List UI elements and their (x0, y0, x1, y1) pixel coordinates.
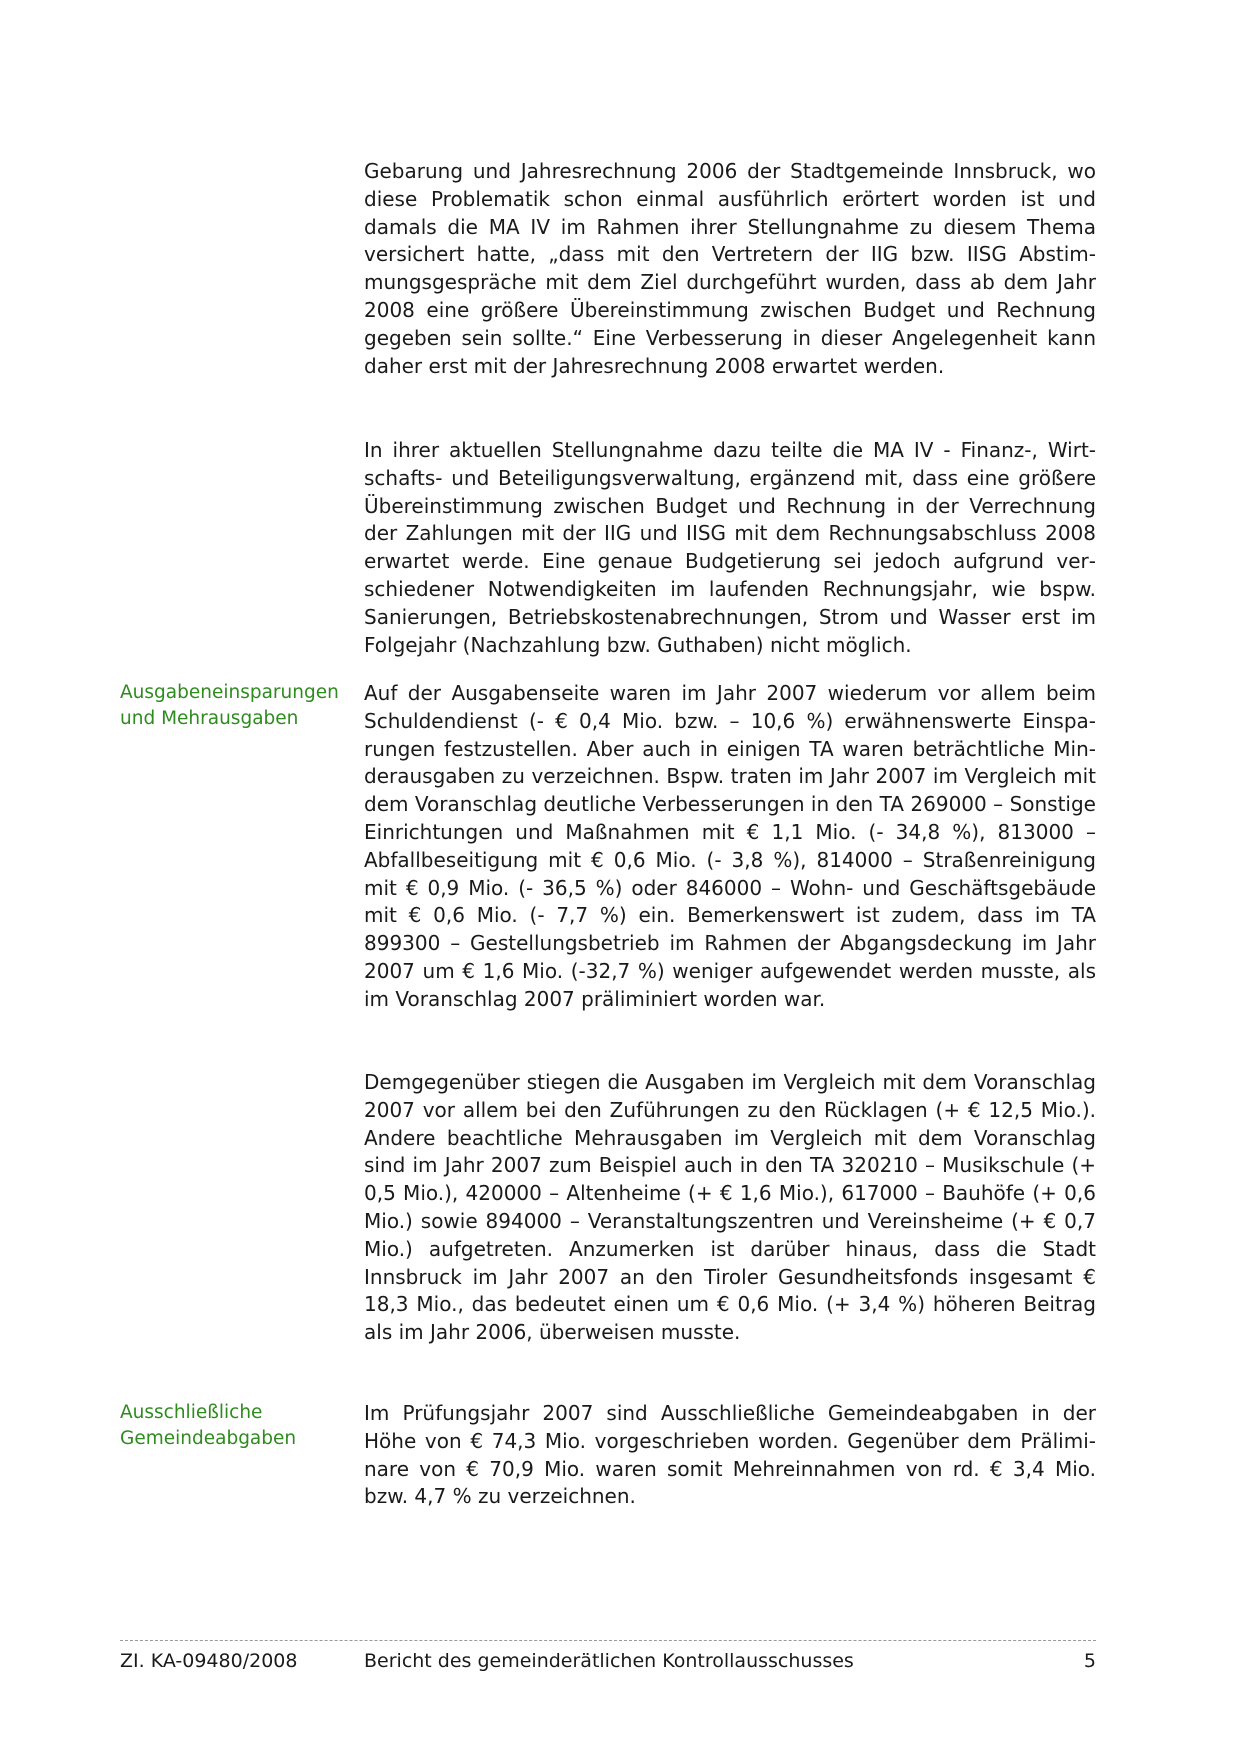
side-label-gemeindeabgaben (120, 1400, 350, 1452)
footer-reference: ZI. KA-09480/2008 (120, 1650, 298, 1672)
page-number: 5 (1083, 1650, 1096, 1672)
footer-title: Bericht des gemeinderätlichen Kontrollausschusses (364, 1650, 854, 1672)
paragraph-budget-history: Gebarung und Jahresrechnung 2006 der Stadtgemeinde Innsbruck, wo diese Problematik schon einmal ausführlich erörtert worden ist und damals die MA IV im Rahmen ihrer Stellungnahme zu diesem Thema versichert hatte, „dass mit den Vertretern der IIG bzw. IISG Abstimmungsgespräche mit dem Ziel durchgeführt wurden, dass ab dem Jahr 2008 eine größere Übereinstimmung zwischen Budget und Rechnung gegeben sein sollte.“ Eine Verbesserung in dieser Angelegenheit kann daher erst mit der Jahresrechnung 2008 erwartet werden. (364, 159, 1096, 378)
footer-divider (120, 1640, 1096, 1641)
side-label-ausgaben-line2: und Mehrausgaben (120, 708, 299, 729)
side-label-ausgaben-line1: Ausgabeneinsparungen (120, 682, 339, 703)
paragraph-mehrausgaben: Demgegenüber stiegen die Ausgaben im Vergleich mit dem Voranschlag 2007 vor allem bei den Zuführungen zu den Rücklagen (+ € 12,5 Mio.). Andere beachtliche Mehrausgaben im Vergleich mit dem Voranschlag sind im Jahr 2007 zum Beispiel auch in den TA 320210 – Musikschule (+ 0,5 Mio.), 420000 – Altenheime (+ € 1,6 Mio.), 617000 – Bauhöfe (+ 0,6 Mio.) sowie 894000 – Veranstaltungszentren und Vereinsheime (+ € 0,7 Mio.) aufgetreten. Anzumerken ist darüber hinaus, dass die Stadt Innsbruck im Jahr 2007 an den Tiroler Gesundheitsfonds insgesamt € 18,3 Mio., das bedeutet einen um € 0,6 Mio. (+ 3,4 %) höheren Beitrag als im Jahr 2006, überweisen musste. (364, 1070, 1096, 1345)
side-label-ausgaben (120, 680, 350, 732)
paragraph-ausgabenseite: Auf der Ausgabenseite waren im Jahr 2007 wiederum vor allem beim Schuldendienst (- € 0,4 Mio. bzw. – 10,6 %) erwähnenswerte Einsparungen festzustellen. Aber auch in einigen TA waren beträchtliche Minderausgaben zu verzeichnen. Bspw. traten im Jahr 2007 im Vergleich mit dem Voranschlag deutliche Verbesserungen in den TA 269000 – Sonstige Einrichtungen und Maßnahmen mit € 1,1 Mio. (- 34,8 %), 813000 – Abfallbeseitigung mit € 0,6 Mio. (- 3,8 %), 814000 – Straßenreinigung mit € 0,9 Mio. (- 36,5 %) oder 846000 – Wohn- und Geschäftsgebäude mit € 0,6 Mio. (- 7,7 %) ein. Bemerkenswert ist zudem, dass im TA 899300 – Gestellungsbetrieb im Rahmen der Abgangsdeckung im Jahr 2007 um € 1,6 Mio. (-32,7 %) weniger aufgewendet werden musste, als im Voranschlag 2007 präliminiert worden war. (364, 681, 1096, 1011)
paragraph-statement-ma-iv: In ihrer aktuellen Stellungnahme dazu teilte die MA IV - Finanz-, Wirtschafts- und Beteiligungsverwaltung, ergänzend mit, dass eine größere Übereinstimmung zwischen Budget und Rechnung in der Verrechnung der Zahlungen mit der IIG und IISG mit dem Rechnungsabschluss 2008 erwartet werde. Eine genaue Budgetierung sei jedoch aufgrund verschiedener Notwendigkeiten im laufenden Rechnungsjahr, wie bspw. Sanierungen, Betriebskostenabrechnungen, Strom und Wasser erst im Folgejahr (Nachzahlung bzw. Guthaben) nicht möglich. (364, 438, 1096, 657)
paragraph-gemeindeabgaben: Im Prüfungsjahr 2007 sind Ausschließliche Gemeindeabgaben in der Höhe von € 74,3 Mio. vorgeschrieben worden. Gegenüber dem Präliminare von € 70,9 Mio. waren somit Mehreinnahmen von rd. € 3,4 Mio. bzw. 4,7 % zu verzeichnen. (364, 1401, 1096, 1509)
side-label-gemeindeabgaben-line1: Ausschließliche (120, 1402, 263, 1423)
side-label-gemeindeabgaben-line2: Gemeindeabgaben (120, 1428, 297, 1449)
